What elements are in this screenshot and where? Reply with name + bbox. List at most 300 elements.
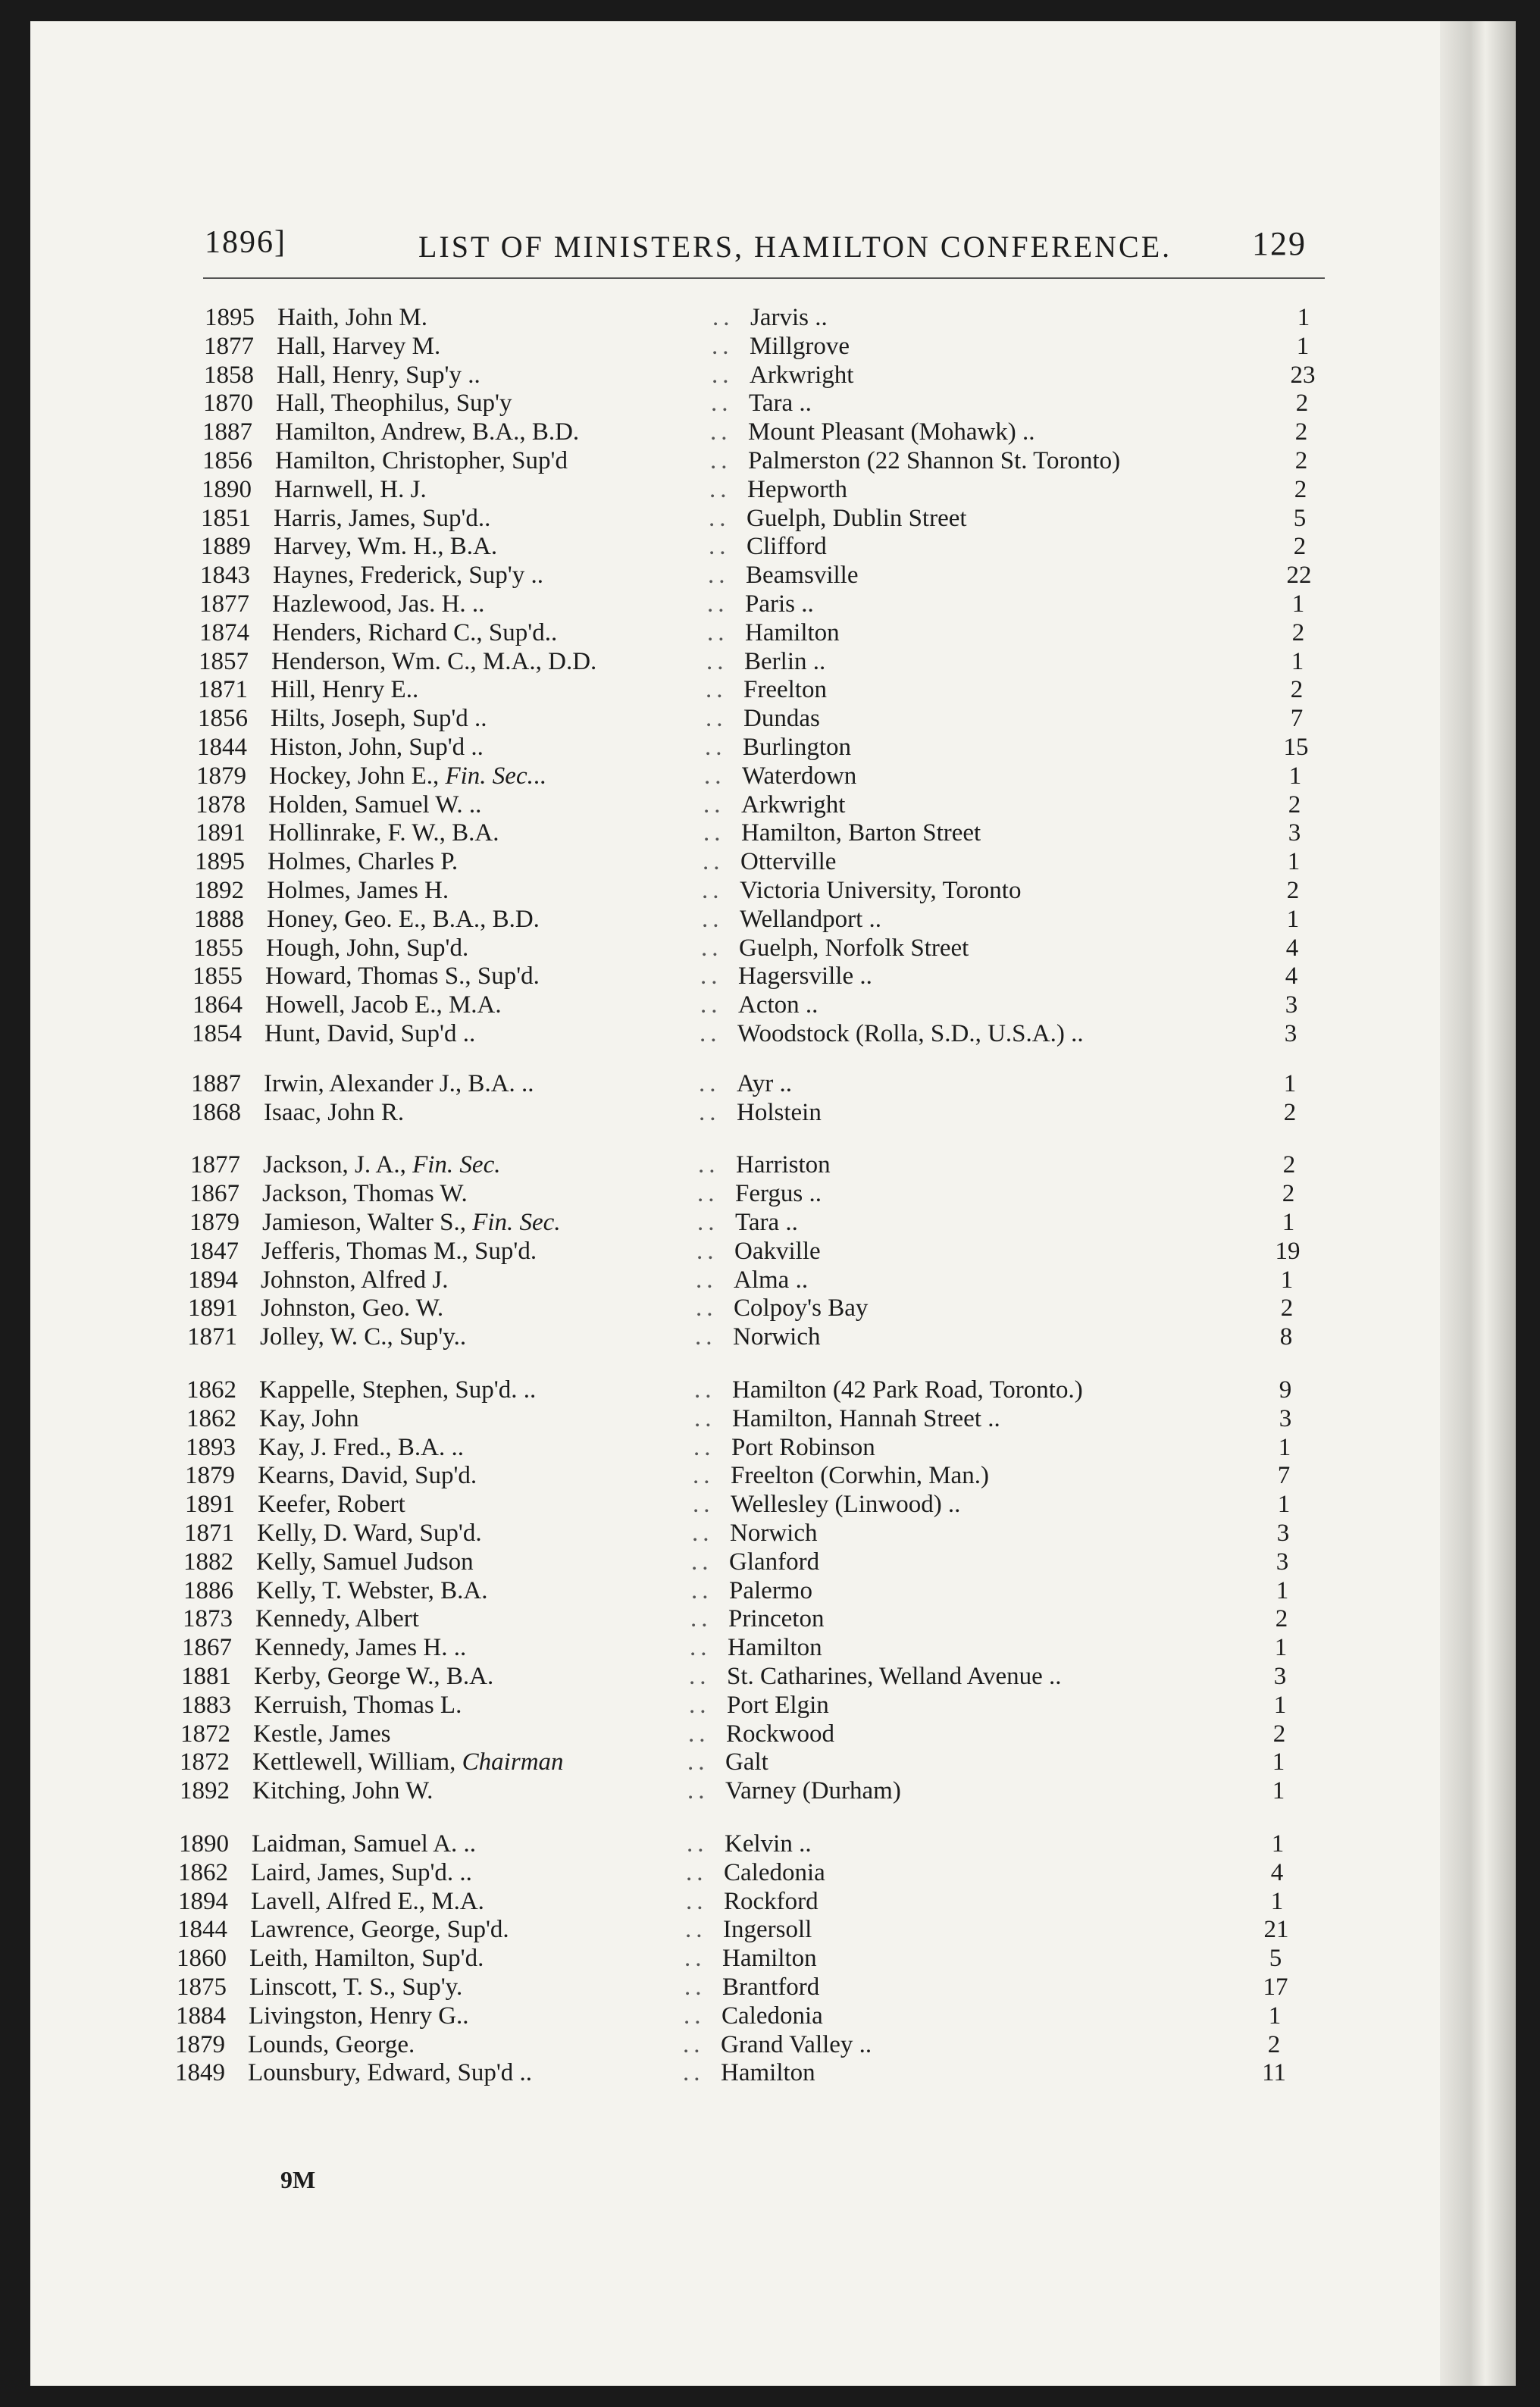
- entry-name: Hazlewood, Jas. H. ..: [272, 590, 485, 618]
- entry-year: 1873: [183, 1605, 233, 1632]
- entry-year: 1879: [196, 762, 246, 790]
- entry-place: Holstein: [737, 1099, 822, 1126]
- leader-dots: ..: [712, 304, 734, 331]
- entry-place: Kelvin ..: [725, 1830, 812, 1858]
- entry-place: Princeton: [728, 1605, 825, 1632]
- entry-name: Hall, Harvey M.: [277, 333, 441, 360]
- entry-name: Hall, Henry, Sup'y ..: [277, 362, 480, 389]
- list-item: [181, 1662, 1318, 1691]
- ministers-list: [30, 21, 1485, 2386]
- entry-count: 2: [1275, 1605, 1288, 1632]
- entry-year: 1847: [189, 1238, 239, 1265]
- entry-year: 1889: [201, 533, 251, 560]
- entry-name: Kelly, Samuel Judson: [256, 1548, 474, 1576]
- entry-name: Hamilton, Andrew, B.A., B.D.: [275, 418, 580, 446]
- entry-count: 2: [1282, 1180, 1295, 1207]
- entry-count: 2: [1283, 1099, 1297, 1126]
- entry-count: 1: [1291, 648, 1304, 675]
- entry-count: 4: [1285, 934, 1299, 962]
- entry-name: Kennedy, Albert: [255, 1605, 419, 1632]
- entry-place: Rockwood: [726, 1720, 834, 1748]
- entry-place: Hagersville ..: [738, 962, 872, 990]
- entry-name: Hall, Theophilus, Sup'y: [276, 390, 512, 417]
- entry-name: Kettlewell, William, Chairman: [252, 1748, 564, 1776]
- entry-place: Hamilton: [745, 619, 840, 646]
- leader-dots: ..: [703, 819, 725, 847]
- entry-year: 1883: [181, 1692, 231, 1719]
- entry-name: Isaac, John R.: [264, 1099, 405, 1126]
- leader-dots: ..: [689, 1692, 711, 1719]
- entry-year: 1867: [182, 1634, 232, 1661]
- entry-name: Linscott, T. S., Sup'y.: [249, 1973, 463, 2001]
- entry-year: 1874: [199, 619, 249, 646]
- entry-place: Guelph, Dublin Street: [747, 505, 967, 532]
- leader-dots: ..: [694, 1405, 716, 1432]
- entry-year: 1894: [188, 1266, 238, 1294]
- list-item: [177, 1915, 1314, 1944]
- entry-name: Kay, J. Fred., B.A. ..: [258, 1434, 465, 1461]
- entry-place: Alma ..: [734, 1266, 809, 1294]
- entry-year: 1867: [189, 1180, 239, 1207]
- entry-place: Tara ..: [749, 390, 812, 417]
- entry-name: Haynes, Frederick, Sup'y ..: [273, 562, 543, 589]
- entry-name: Jolley, W. C., Sup'y..: [260, 1323, 467, 1351]
- entry-place: Colpoy's Bay: [734, 1294, 869, 1322]
- entry-year: 1877: [199, 590, 249, 618]
- leader-dots: ..: [694, 1376, 716, 1404]
- entry-count: 2: [1288, 791, 1301, 819]
- leader-dots: ..: [693, 1434, 715, 1461]
- entry-year: 1862: [186, 1405, 236, 1432]
- list-item: [178, 1858, 1315, 1887]
- entry-year: 1855: [193, 934, 243, 962]
- list-item: [182, 1633, 1319, 1662]
- leader-dots: ..: [711, 390, 733, 417]
- leader-dots: ..: [684, 1973, 706, 2001]
- list-item: [204, 332, 1341, 361]
- entry-year: 1854: [192, 1020, 242, 1047]
- list-item: [187, 1322, 1324, 1351]
- entry-count: 2: [1291, 619, 1305, 646]
- leader-dots: ..: [684, 2002, 706, 2030]
- list-item: [175, 2058, 1312, 2087]
- entry-place: Burlington: [743, 734, 852, 761]
- list-item: [199, 590, 1336, 618]
- entry-name: Lounsbury, Edward, Sup'd ..: [248, 2059, 533, 2086]
- entry-year: 1879: [185, 1462, 235, 1489]
- leader-dots: ..: [706, 676, 728, 703]
- entry-place: Hamilton: [728, 1634, 822, 1661]
- entry-name: Kestle, James: [253, 1720, 391, 1748]
- entry-year: 1895: [205, 304, 255, 331]
- entry-count: 1: [1273, 1692, 1287, 1719]
- leader-dots: ..: [690, 1605, 712, 1632]
- entry-place: Brantford: [722, 1973, 820, 2001]
- entry-count: 4: [1285, 962, 1298, 990]
- entry-year: 1855: [192, 962, 243, 990]
- entry-place: Jarvis ..: [750, 304, 828, 331]
- entry-year: 1890: [179, 1830, 229, 1858]
- entry-count: 19: [1275, 1238, 1301, 1265]
- entry-place: Hamilton (42 Park Road, Toronto.): [732, 1376, 1083, 1404]
- entry-place: Palmerston (22 Shannon St. Toronto): [748, 447, 1121, 474]
- entry-place: Wellesley (Linwood) ..: [731, 1491, 961, 1518]
- entry-year: 1856: [202, 447, 252, 474]
- entry-place: Guelph, Norfolk Street: [739, 934, 969, 962]
- leader-dots: ..: [691, 1577, 713, 1604]
- entry-year: 1878: [196, 791, 246, 819]
- entry-name: Jamieson, Walter S., Fin. Sec.: [262, 1209, 561, 1236]
- entry-name: Jackson, J. A., Fin. Sec.: [263, 1151, 501, 1178]
- leader-dots: ..: [707, 619, 729, 646]
- list-item: [188, 1294, 1325, 1322]
- entry-place: Fergus ..: [735, 1180, 822, 1207]
- entry-name: Hockey, John E., Fin. Sec...: [269, 762, 546, 790]
- entry-count: 3: [1279, 1405, 1292, 1432]
- entry-name: Holmes, Charles P.: [268, 848, 459, 875]
- entry-name: Kelly, D. Ward, Sup'd.: [257, 1520, 482, 1547]
- entry-name: Kerby, George W., B.A.: [254, 1663, 494, 1690]
- entry-name: Lounds, George.: [248, 2031, 415, 2058]
- entry-name: Livingston, Henry G..: [249, 2002, 469, 2030]
- entry-name: Hunt, David, Sup'd ..: [264, 1020, 476, 1047]
- entry-name: Howard, Thomas S., Sup'd.: [265, 962, 540, 990]
- entry-year: 1871: [184, 1520, 234, 1547]
- entry-place: Freelton: [743, 676, 827, 703]
- list-item: [195, 847, 1332, 876]
- entry-place: Port Robinson: [731, 1434, 875, 1461]
- list-item: [175, 2030, 1312, 2059]
- entry-count: 8: [1279, 1323, 1293, 1351]
- entry-place: Hepworth: [747, 476, 847, 503]
- entry-count: 9: [1279, 1376, 1292, 1404]
- entry-place: Waterdown: [742, 762, 857, 790]
- entry-year: 1872: [180, 1748, 230, 1776]
- entry-year: 1884: [176, 2002, 226, 2030]
- page-edge: [1440, 21, 1516, 2386]
- list-item: [200, 561, 1337, 590]
- entry-place: Ayr ..: [737, 1070, 793, 1097]
- header-year: 1896]: [205, 225, 286, 260]
- list-item: [202, 446, 1339, 475]
- entry-year: 1891: [196, 819, 246, 847]
- leader-dots: ..: [703, 848, 725, 875]
- entry-place: Oakville: [734, 1238, 821, 1265]
- book-page: [30, 21, 1485, 2386]
- list-item: [191, 1069, 1328, 1098]
- entry-name: Harris, James, Sup'd..: [274, 505, 491, 532]
- entry-place: Hamilton: [722, 1945, 817, 1972]
- entry-name: Laidman, Samuel A. ..: [252, 1830, 477, 1858]
- entry-place: Dundas: [743, 705, 820, 732]
- entry-year: 1891: [188, 1294, 238, 1322]
- entry-year: 1872: [180, 1720, 230, 1748]
- entry-name: Histon, John, Sup'd ..: [270, 734, 484, 761]
- leader-dots: ..: [710, 418, 732, 446]
- entry-count: 3: [1284, 1020, 1297, 1047]
- entry-name: Kearns, David, Sup'd.: [258, 1462, 477, 1489]
- signature-mark: 9M: [280, 2166, 316, 2193]
- list-item: [199, 647, 1335, 676]
- list-item: [179, 1830, 1316, 1858]
- list-item: [189, 1208, 1326, 1237]
- entry-year: 1877: [190, 1151, 240, 1178]
- list-item: [192, 962, 1329, 991]
- leader-dots: ..: [710, 447, 732, 474]
- entry-name: Kelly, T. Webster, B.A.: [256, 1577, 488, 1604]
- entry-count: 3: [1273, 1663, 1287, 1690]
- list-item: [184, 1519, 1321, 1548]
- entry-place: Otterville: [740, 848, 837, 875]
- entry-year: 1879: [189, 1209, 239, 1236]
- entry-count: 17: [1263, 1973, 1288, 2001]
- entry-count: 7: [1277, 1462, 1291, 1489]
- entry-place: Paris ..: [745, 590, 814, 618]
- entry-name: Laird, James, Sup'd. ..: [251, 1859, 472, 1886]
- entry-name: Hough, John, Sup'd.: [266, 934, 469, 962]
- list-item: [178, 1887, 1315, 1916]
- list-item: [185, 1461, 1322, 1490]
- leader-dots: ..: [683, 2031, 705, 2058]
- entry-count: 1: [1274, 1634, 1288, 1661]
- entry-year: 1871: [187, 1323, 237, 1351]
- entry-name: Henders, Richard C., Sup'd..: [272, 619, 558, 646]
- entry-count: 2: [1272, 1720, 1286, 1748]
- entry-place: Norwich: [733, 1323, 821, 1351]
- entry-year: 1864: [192, 991, 243, 1019]
- list-item: [196, 790, 1332, 819]
- leader-dots: ..: [687, 1748, 709, 1776]
- leader-dots: ..: [703, 791, 725, 819]
- entry-name: Kappelle, Stephen, Sup'd. ..: [259, 1376, 537, 1404]
- entry-name: Howell, Jacob E., M.A.: [265, 991, 502, 1019]
- entry-year: 1877: [204, 333, 254, 360]
- leader-dots: ..: [696, 1238, 718, 1265]
- entry-name: Kerruish, Thomas L.: [254, 1692, 462, 1719]
- leader-dots: ..: [696, 1294, 718, 1322]
- entry-count: 1: [1272, 1748, 1285, 1776]
- entry-year: 1891: [185, 1491, 235, 1518]
- entry-count: 1: [1296, 333, 1310, 360]
- entry-name: Henderson, Wm. C., M.A., D.D.: [271, 648, 597, 675]
- leader-dots: ..: [702, 877, 724, 904]
- leader-dots: ..: [692, 1520, 714, 1547]
- entry-count: 2: [1282, 1151, 1296, 1178]
- entry-place: Ingersoll: [723, 1916, 812, 1943]
- leader-dots: ..: [695, 1323, 717, 1351]
- entry-count: 1: [1282, 1209, 1295, 1236]
- entry-name: Leith, Hamilton, Sup'd.: [249, 1945, 484, 1972]
- list-item: [183, 1604, 1319, 1633]
- entry-place: Mount Pleasant (Mohawk) ..: [748, 418, 1035, 446]
- entry-count: 2: [1294, 418, 1308, 446]
- leader-dots: ..: [690, 1634, 712, 1661]
- list-item: [190, 1150, 1327, 1179]
- entry-count: 1: [1271, 1830, 1285, 1858]
- leader-dots: ..: [688, 1720, 710, 1748]
- list-item: [194, 905, 1331, 934]
- entry-year: 1892: [194, 877, 244, 904]
- entry-name: Hill, Henry E..: [271, 676, 419, 703]
- entry-count: 3: [1285, 991, 1298, 1019]
- entry-place: Glanford: [729, 1548, 820, 1576]
- entry-year: 1875: [177, 1973, 227, 2001]
- list-item: [203, 389, 1340, 418]
- entry-place: Palermo: [729, 1577, 812, 1604]
- entry-count: 21: [1263, 1916, 1289, 1943]
- entry-place: Clifford: [747, 533, 827, 560]
- entry-name: Harvey, Wm. H., B.A.: [274, 533, 498, 560]
- entry-year: 1887: [202, 418, 252, 446]
- entry-place: Berlin ..: [744, 648, 826, 675]
- entry-year: 1893: [186, 1434, 236, 1461]
- leader-dots: ..: [687, 1830, 709, 1858]
- list-item: [189, 1237, 1326, 1266]
- entry-name: Holden, Samuel W. ..: [268, 791, 482, 819]
- entry-place: St. Catharines, Welland Avenue ..: [727, 1663, 1062, 1690]
- list-item: [191, 1098, 1328, 1127]
- list-item: [186, 1404, 1323, 1433]
- list-item: [180, 1720, 1317, 1748]
- entry-year: 1857: [199, 648, 249, 675]
- leader-dots: ..: [704, 762, 726, 790]
- entry-name: Kennedy, James H. ..: [255, 1634, 467, 1661]
- leader-dots: ..: [709, 476, 731, 503]
- entry-name: Jackson, Thomas W.: [262, 1180, 468, 1207]
- entry-place: Hamilton, Barton Street: [741, 819, 981, 847]
- entry-count: 5: [1293, 505, 1307, 532]
- leader-dots: ..: [708, 562, 730, 589]
- entry-count: 2: [1295, 390, 1309, 417]
- entry-count: 4: [1270, 1859, 1284, 1886]
- list-item: [198, 704, 1335, 733]
- entry-place: Millgrove: [750, 333, 850, 360]
- entry-count: 1: [1280, 1266, 1294, 1294]
- leader-dots: ..: [697, 1209, 719, 1236]
- entry-place: Arkwright: [750, 362, 854, 389]
- entry-name: Harnwell, H. J.: [274, 476, 427, 503]
- leader-dots: ..: [683, 2059, 705, 2086]
- entry-place: Tara ..: [735, 1209, 798, 1236]
- list-item: [204, 361, 1341, 390]
- entry-name: Kitching, John W.: [252, 1777, 434, 1804]
- list-item: [186, 1433, 1322, 1462]
- leader-dots: ..: [700, 1020, 721, 1047]
- entry-count: 23: [1290, 362, 1316, 389]
- entry-year: 1862: [178, 1859, 228, 1886]
- entry-place: Caledonia: [724, 1859, 825, 1886]
- entry-count: 1: [1288, 762, 1302, 790]
- leader-dots: ..: [687, 1777, 709, 1804]
- entry-place: Arkwright: [741, 791, 846, 819]
- entry-count: 1: [1270, 1888, 1284, 1915]
- entry-year: 1871: [198, 676, 248, 703]
- entry-count: 3: [1276, 1520, 1290, 1547]
- leader-dots: ..: [693, 1462, 715, 1489]
- header-title: LIST OF MINISTERS, HAMILTON CONFERENCE.: [418, 230, 1172, 264]
- leader-dots: ..: [712, 362, 734, 389]
- entry-count: 5: [1269, 1945, 1282, 1972]
- entry-name: Irwin, Alexander J., B.A. ..: [264, 1070, 534, 1097]
- leader-dots: ..: [691, 1548, 713, 1576]
- entry-name: Jefferis, Thomas M., Sup'd.: [261, 1238, 537, 1265]
- list-item: [202, 418, 1339, 446]
- leader-dots: ..: [705, 734, 727, 761]
- entry-year: 1870: [203, 390, 253, 417]
- list-item: [183, 1548, 1320, 1576]
- leader-dots: ..: [697, 1180, 719, 1207]
- list-item: [197, 733, 1334, 762]
- entry-year: 1882: [183, 1548, 233, 1576]
- list-item: [196, 819, 1332, 847]
- entry-count: 1: [1277, 1491, 1291, 1518]
- leader-dots: ..: [686, 1888, 708, 1915]
- entry-count: 2: [1293, 533, 1307, 560]
- entry-name: Hollinrake, F. W., B.A.: [268, 819, 499, 847]
- leader-dots: ..: [699, 1070, 721, 1097]
- entry-year: 1881: [181, 1663, 231, 1690]
- leader-dots: ..: [700, 962, 722, 990]
- entry-count: 1: [1278, 1434, 1291, 1461]
- entry-place: Norwich: [730, 1520, 818, 1547]
- entry-place: Acton ..: [738, 991, 819, 1019]
- entry-year: 1851: [201, 505, 251, 532]
- entry-year: 1879: [175, 2031, 225, 2058]
- entry-count: 7: [1290, 705, 1304, 732]
- entry-count: 2: [1294, 476, 1307, 503]
- list-item: [194, 876, 1331, 905]
- entry-year: 1895: [195, 848, 245, 875]
- entry-year: 1858: [204, 362, 254, 389]
- list-item: [188, 1266, 1325, 1294]
- leader-dots: ..: [701, 934, 723, 962]
- entry-count: 2: [1286, 877, 1300, 904]
- entry-count: 3: [1276, 1548, 1289, 1576]
- list-item: [192, 1019, 1329, 1048]
- leader-dots: ..: [706, 648, 728, 675]
- entry-name: Honey, Geo. E., B.A., B.D.: [267, 906, 540, 933]
- leader-dots: ..: [712, 333, 734, 360]
- leader-dots: ..: [689, 1663, 711, 1690]
- leader-dots: ..: [699, 1099, 721, 1126]
- leader-dots: ..: [702, 906, 724, 933]
- entry-year: 1888: [194, 906, 244, 933]
- entry-name: Kay, John: [259, 1405, 359, 1432]
- entry-place: Hamilton: [721, 2059, 815, 2086]
- page-number: 129: [1252, 225, 1307, 262]
- entry-year: 1860: [177, 1945, 227, 1972]
- entry-count: 1: [1283, 1070, 1297, 1097]
- entry-year: 1844: [197, 734, 247, 761]
- leader-dots: ..: [696, 1266, 718, 1294]
- entry-place: Wellandport ..: [740, 906, 882, 933]
- entry-place: Rockford: [724, 1888, 819, 1915]
- list-item: [180, 1776, 1316, 1805]
- leader-dots: ..: [693, 1491, 715, 1518]
- leader-dots: ..: [700, 991, 722, 1019]
- entry-name: Hamilton, Christopher, Sup'd: [275, 447, 568, 474]
- entry-count: 1: [1287, 848, 1301, 875]
- list-item: [199, 618, 1336, 647]
- entry-place: Woodstock (Rolla, S.D., U.S.A.) ..: [737, 1020, 1084, 1047]
- list-item: [176, 2002, 1313, 2030]
- entry-place: Port Elgin: [727, 1692, 829, 1719]
- entry-count: 3: [1288, 819, 1301, 847]
- entry-place: Beamsville: [746, 562, 859, 589]
- list-item: [193, 934, 1330, 962]
- entry-count: 2: [1290, 676, 1304, 703]
- entry-place: Galt: [725, 1748, 768, 1776]
